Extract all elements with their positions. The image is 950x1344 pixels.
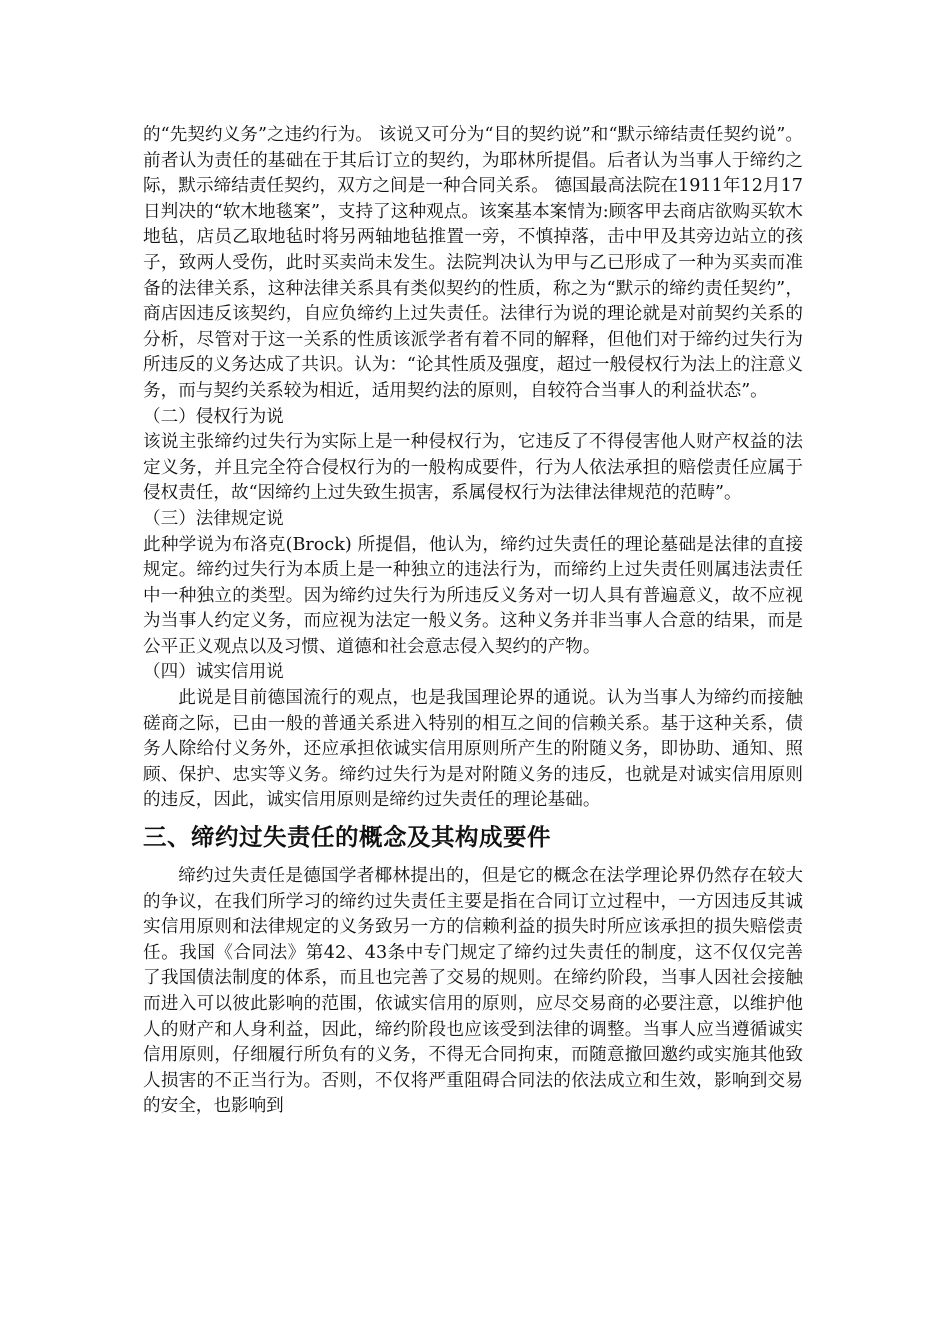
section-heading: 三、缔约过失责任的概念及其构成要件 — [143, 823, 551, 852]
paragraph-tort-theory: 该说主张缔约过失行为实际上是一种侵权行为，它违反了不得侵害他人财产权益的法定义务，并且完全符合侵权行为的一般构成要件，行为人依法承担的赔偿责任应属于侵权责任，故“因缔约上过失致生损害，系属侵权行为法律法律规范的范畴”。 — [143, 432, 803, 504]
paragraph-good-faith-theory: 此说是目前德国流行的观点，也是我国理论界的通说。认为当事人为缔约而接触磋商之际，已由一般的普通关系进入特别的相互之间的信赖关系。基于这种关系，债务人除给付义务外，还应承担依诚实信用原则所产生的附随义务，即协助、通知、照顾、保护、忠实等义务。缔约过失行为是对附随义务的违反，也就是对诚实信用原则的违反，因此，诚实信用原则是缔约过失责任的理论基础。 — [143, 688, 803, 811]
paragraph-concept: 缔约过失责任是德国学者椰林提出的，但是它的概念在法学理论界仍然存在较大的争议，在我们所学习的缔约过失责任主要是指在合同订立过程中，一方因违反其诚实信用原则和法律规定的义务致另一方的信赖利益的损失时所应该承担的损失赔偿责任。我国《合同法》第42、43条中专门规定了缔约过失责任的制度，这不仅仅完善了我国债法制度的体系，而且也完善了交易的规则。在缔约阶段，当事人因社会接触而进入可以彼此影响的范围，依诚实信用的原则，应尽交易商的必要注意，以维护他人的财产和人身利益，因此，缔约阶段也应该受到法律的调整。当事人应当遵循诚实信用原则，仔细履行所负有的义务，不得无合同拘束，而随意撤回邀约或实施其他致人损害的不正当行为。否则，不仅将严重阻碍合同法的依法成立和生效，影响到交易的安全，也影响到 — [143, 866, 803, 1117]
subheading-tort-theory: （二）侵权行为说 — [143, 406, 284, 427]
paragraph-statutory-theory: 此种学说为布洛克(Brock) 所提倡，他认为，缔约过失责任的理论墓础是法律的直接规定。缔约过失行为本质上是一种独立的违法行为，而缔约上过失责任则属违法责任中一种独立的类型。因为缔约过失行为所违反义务对一切人具有普遍意义，故不应视为当事人约定义务，而应视为法定一般义务。这种义务并非当事人合意的结果，而是公平正义观点以及习惯、道德和社会意志侵入契约的产物。 — [143, 534, 803, 657]
subheading-good-faith-theory: （四）诚实信用说 — [143, 662, 284, 683]
paragraph-contract-theory: 的“先契约义务”之违约行为。 该说又可分为“目的契约说”和“默示缔结责任契约说”。前者认为责任的基础在于其后订立的契约，为耶林所提倡。后者认为当事人于缔约之际，默示缔结责任契约，双方之间是一种合同关系。 德国最高法院在1911年12月17日判决的“软木地毯案”，支持了这种观点。该案基本案情为:顾客甲去商店欲购买软木地毡，店员乙取地毡时将另两轴地毡推置一旁，不慎掉落，击中甲及其旁边站立的孩子，致两人受伤，此时买卖尚未发生。法院判决认为甲与乙已形成了一种为买卖而准备的法律关系，这种法律关系具有类似契约的性质，称之为“默示的缔约责任契约”，商店因违反该契约，自应负缔约上过失责任。法律行为说的理论就是对前契约关系的分析，尽管对于这一关系的性质该派学者有着不同的解释，但他们对于缔约过失行为所违反的义务达成了共识。认为：“论其性质及强度，超过一般侵权行为法上的注意义务，而与契约关系较为相近，适用契约法的原则，自较符合当事人的利益状态”。 — [143, 125, 803, 401]
document-page — [143, 123, 803, 1120]
subheading-statutory-theory: （三）法律规定说 — [143, 508, 284, 529]
